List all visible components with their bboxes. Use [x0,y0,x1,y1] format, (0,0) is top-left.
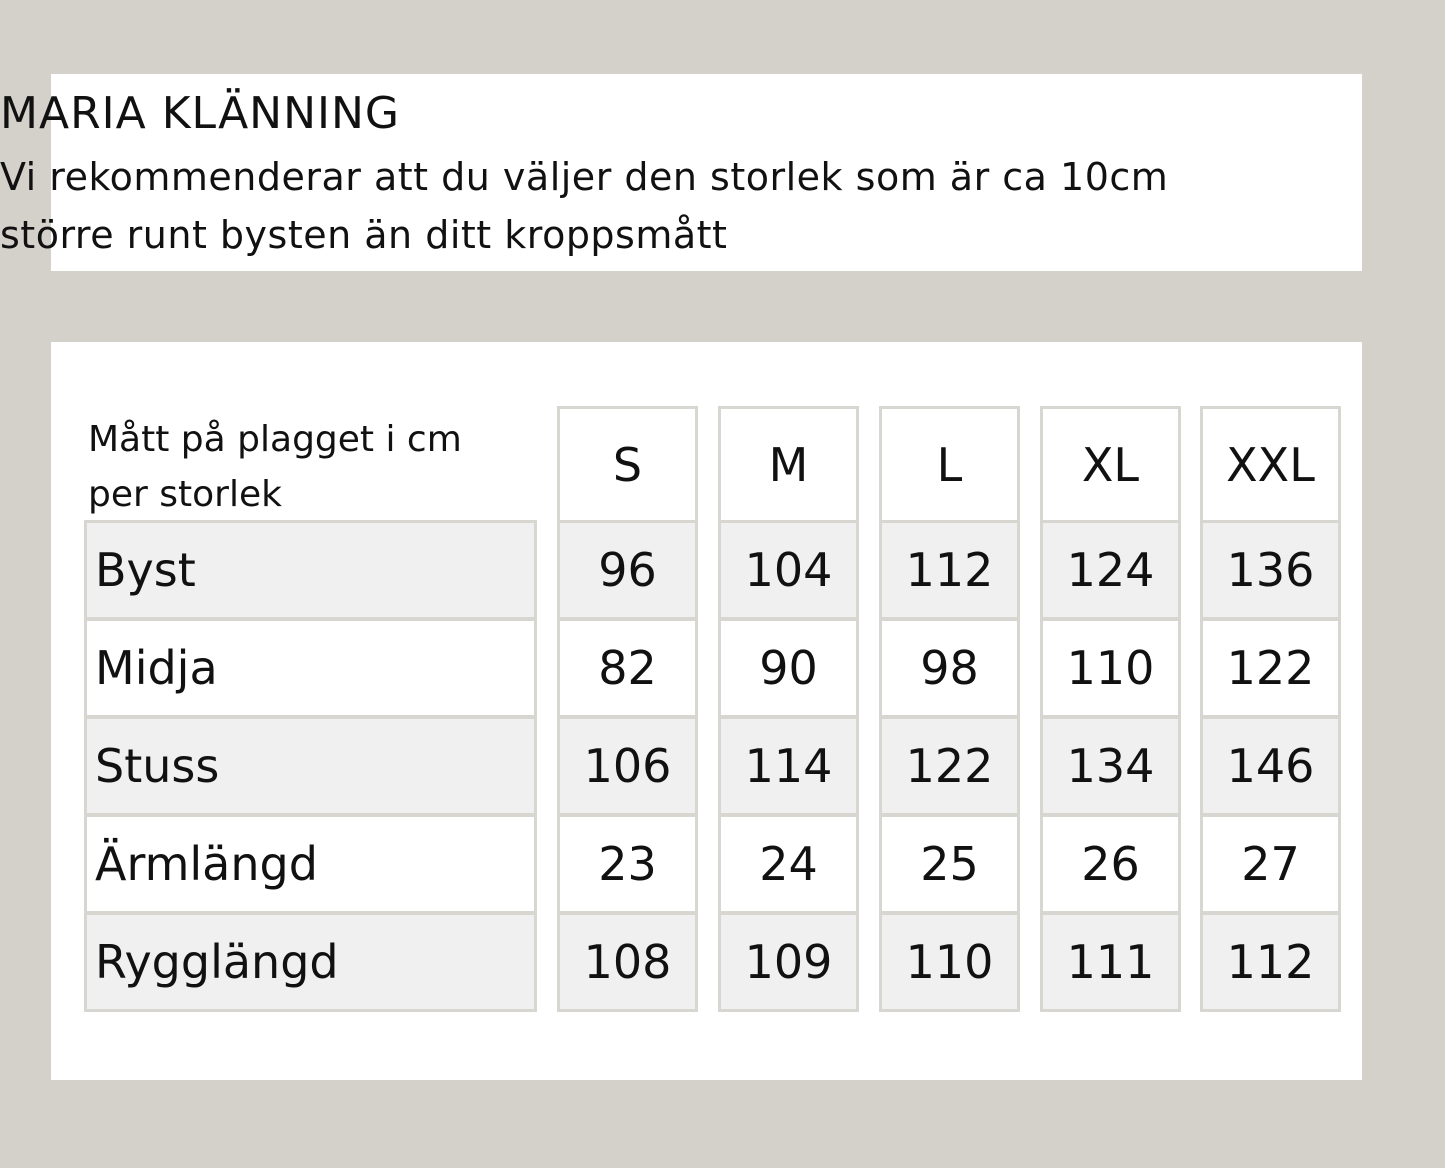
table-cell: 108 [557,912,698,1012]
size-header-xxl: XXL [1200,406,1341,523]
table-cell: 24 [718,814,859,914]
table-cell: 82 [557,618,698,718]
table-cell: 112 [1200,912,1341,1012]
subtitle-line-2: större runt bysten än ditt kroppsmått [0,213,728,257]
table-cell: 96 [557,520,698,620]
table-cell: 106 [557,716,698,816]
table-cell: 104 [718,520,859,620]
table-cell: 134 [1040,716,1181,816]
table-cell: 112 [879,520,1020,620]
row-label: Midja [84,618,537,718]
subtitle-line-1: Vi rekommenderar att du väljer den storlek som är ca 10cm [0,155,1169,199]
row-label: Stuss [84,716,537,816]
row-label: Ärmlängd [84,814,537,914]
table-cell: 90 [718,618,859,718]
table-cell: 114 [718,716,859,816]
size-header-xl: XL [1040,406,1181,523]
page-title: MARIA KLÄNNING [0,88,400,139]
size-header-s: S [557,406,698,523]
size-header-m: M [718,406,859,523]
table-cell: 110 [879,912,1020,1012]
row-label: Rygglängd [84,912,537,1012]
row-label: Byst [84,520,537,620]
table-cell: 23 [557,814,698,914]
table-cell: 124 [1040,520,1181,620]
table-cell: 111 [1040,912,1181,1012]
caption-line-2: per storlek [88,474,282,515]
page-subtitle [0,148,1445,264]
table-cell: 122 [1200,618,1341,718]
table-cell: 26 [1040,814,1181,914]
table-cell: 27 [1200,814,1341,914]
table-caption [88,412,548,522]
table-cell: 122 [879,716,1020,816]
table-cell: 136 [1200,520,1341,620]
caption-line-1: Mått på plagget i cm [88,419,462,460]
size-header-l: L [879,406,1020,523]
table-cell: 98 [879,618,1020,718]
table-cell: 110 [1040,618,1181,718]
table-cell: 146 [1200,716,1341,816]
table-cell: 109 [718,912,859,1012]
table-cell: 25 [879,814,1020,914]
